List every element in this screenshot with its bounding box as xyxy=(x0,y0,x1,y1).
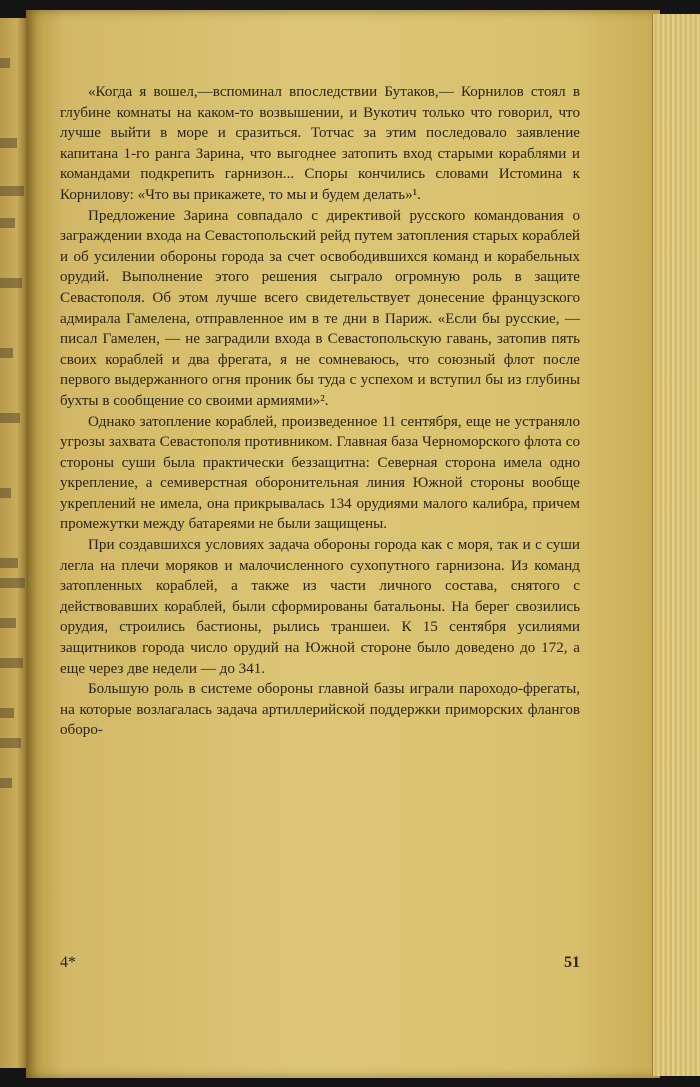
page-footer xyxy=(60,954,580,978)
left-page-text-fragment xyxy=(0,708,14,718)
book-page xyxy=(26,10,660,1078)
left-page-text-fragment xyxy=(0,278,22,288)
left-page-text-fragment xyxy=(0,658,23,668)
paragraph: При создавшихся условиях задача обороны города как с моря, так и с суши легла на плечи моряков и малочисленного сухопутного гарнизона. Из команд затопленных кораблей, а также из части личного состава, снятого с действовавших кораблей, были сформированы батальоны. На берег свозились орудия, строились бастионы, рылись траншеи. К 15 сентября усилиями защитников города число орудий на Южной стороне было доведено до 172, а еще через две недели — до 341. xyxy=(60,537,580,677)
left-page-text-fragment xyxy=(0,578,25,588)
left-page-text-fragment xyxy=(0,58,10,68)
paragraph: «Когда я вошел,—вспоминал впоследствии Бутаков,— Корнилов стоял в глубине комнаты на каком-то возвышении, и Вукотич только что говорил, что лучше выйти в море и сразиться. Тотчас за этим последовало заявление капитана 1-го ранга Зарина, что выгоднее затопить вход старыми кораблями и командами подкрепить гарнизон... Споры кончились словами Истомина к Корнилову: «Что вы прикажете, то мы и будем делать»¹. xyxy=(60,84,580,203)
body-text xyxy=(60,82,580,741)
right-page-edges xyxy=(652,14,700,1076)
left-page-text-fragment xyxy=(0,186,24,196)
left-page-text-fragment xyxy=(0,618,16,628)
paragraph: Предложение Зарина совпадало с директивой русского командования о заграждении входа на Севастопольский рейд путем затопления старых кораблей и об усилении обороны города за счет освободившихся команд и корабельных орудий. Выполнение этого решения сыграло огромную роль в защите Севастополя. Об этом лучше всего свидетельствует донесение французского адмирала Гамелена, отправленное им в те дни в Париж. «Если бы русские, — писал Гамелен, — не заградили входа в Севастопольскую гавань, затопив пять своих кораблей и два фрегата, я не сомневаюсь, что союзный флот после первого выдержанного огня проник бы туда с успехом и вступил бы из глубины бухты в сообщение со своими армиями»². xyxy=(60,207,580,409)
left-page-text-fragment xyxy=(0,348,13,358)
left-page-text-fragment xyxy=(0,413,20,423)
left-page-edge xyxy=(0,18,28,1068)
left-page-text-fragment xyxy=(0,488,11,498)
paragraph: Большую роль в системе обороны главной базы играли пароходо-фрегаты, на которые возлагалась задача артиллерийской поддержки приморских флангов оборо- xyxy=(60,681,580,739)
left-page-text-fragment xyxy=(0,778,12,788)
left-page-text-fragment xyxy=(0,558,18,568)
signature-mark: 4* xyxy=(60,954,76,971)
left-page-text-fragment xyxy=(0,738,21,748)
page-number: 51 xyxy=(564,954,580,971)
left-page-text-fragment xyxy=(0,218,15,228)
left-page-text-fragment xyxy=(0,138,17,148)
paragraph: Однако затопление кораблей, произведенное 11 сентября, еще не устраняло угрозы захвата Севастополя противником. Главная база Черноморского флота со стороны суши была практически беззащитна: Северная сторона имела одно укрепление, а семиверстная оборонительная линия Южной стороны вообще укреплений не имела, она прикрывалась 134 орудиями малого калибра, причем промежутки между батареями не были защищены. xyxy=(60,413,580,533)
